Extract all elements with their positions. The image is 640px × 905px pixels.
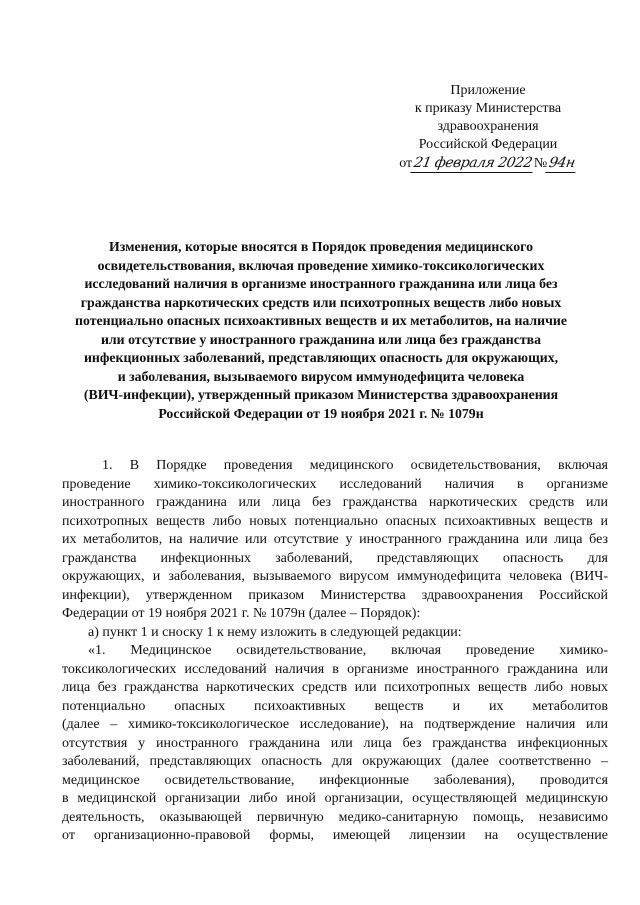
title-line: Российской Федерации от 19 ноября 2021 г. № 1079н (158, 405, 484, 421)
document-title (62, 238, 580, 423)
body-line: заболеваний, представляющих опасность для окружающих (далее соответственно – (62, 754, 608, 769)
body-line: окружающих, и заболевания, вызываемого вирусом иммунодефицита человека (ВИЧ- (62, 569, 608, 584)
body-line: гражданства инфекционных заболеваний, представляющих опасность для (62, 550, 608, 566)
body-line: потенциально опасных психоактивных веществ и их метаболитов (62, 698, 608, 714)
body-line: Федерации от 19 ноября 2021 г. № 1079н (далее – Порядок): (62, 606, 421, 621)
body-line: отсутствия у иностранного гражданина или лица без гражданства инфекционных (62, 735, 608, 751)
body-line: лица без гражданства наркотических средств или психотропных веществ либо новых (62, 680, 608, 695)
handwritten-date: 21 февраля 2022 (410, 154, 535, 173)
body-line: психотропных веществ либо новых потенциально опасных психоактивных веществ и (62, 513, 608, 529)
body-line: медицинское освидетельствование, инфекционные заболевания), проводится (62, 772, 608, 788)
document-body (62, 457, 608, 846)
title-line: инфекционных заболеваний, представляющих опасность для окружающих, (83, 350, 559, 365)
title-line: Изменения, которые вносятся в Порядок проведения медицинского (109, 239, 533, 254)
date-prefix: от (399, 156, 413, 171)
handwritten-number: 94н (546, 154, 579, 173)
title-line: (ВИЧ-инфекции), утвержденный приказом Министерства здравоохранения (83, 387, 559, 402)
appendix-date-line (388, 154, 588, 173)
body-line: в медицинской организации либо иной организации, осуществляющей медицинскую (62, 791, 608, 806)
appendix-line: здравоохранения (437, 119, 539, 134)
body-line: (далее – химико-токсикологическое исследование), на подтверждение наличия или (62, 717, 608, 732)
appendix-line: Приложение (450, 83, 526, 98)
body-line: токсикологических исследований наличия в организме иностранного гражданина или (62, 661, 608, 677)
title-line: исследований наличия в организме иностранного гражданина или лица без (84, 276, 558, 291)
body-line: инфекции), утвержденном приказом Министерства здравоохранения Российской (62, 587, 608, 603)
appendix-line: к приказу Министерства (414, 101, 562, 116)
body-line: от организационно-правовой формы, имеющей лицензии на осуществление (62, 828, 608, 843)
appendix-block (388, 82, 588, 173)
body-line: 1. В Порядке проведения медицинского освидетельствования, включая (102, 458, 608, 473)
title-line: потенциально опасных психоактивных веществ и их метаболитов, на наличие (75, 313, 567, 328)
body-line: проведение химико-токсикологических исследований наличия в организме (62, 476, 608, 492)
title-line: гражданства наркотических средств или психотропных веществ либо новых (80, 294, 562, 310)
title-line: освидетельствования, включая проведение химико-токсикологических (97, 257, 545, 273)
body-line: их метаболитов, на наличие или отсутствие у иностранного гражданина или лица без (62, 532, 608, 547)
body-line: деятельность, оказывающей первичную медико-санитарную помощь, независимо (62, 809, 608, 825)
number-prefix: № (533, 156, 548, 171)
body-line: иностранного гражданина или лица без гражданства наркотических средств или (62, 495, 608, 510)
title-line: или отсутствие у иностранного гражданина или лица без гражданства (100, 331, 541, 347)
appendix-line: Российской Федерации (418, 137, 558, 152)
body-line: а) пункт 1 и сноску 1 к нему изложить в следующей редакции: (88, 624, 462, 640)
title-line: и заболевания, вызываемого вирусом иммунодефицита человека (117, 368, 525, 384)
body-line: «1. Медицинское освидетельствование, включая проведение химико- (88, 643, 608, 658)
